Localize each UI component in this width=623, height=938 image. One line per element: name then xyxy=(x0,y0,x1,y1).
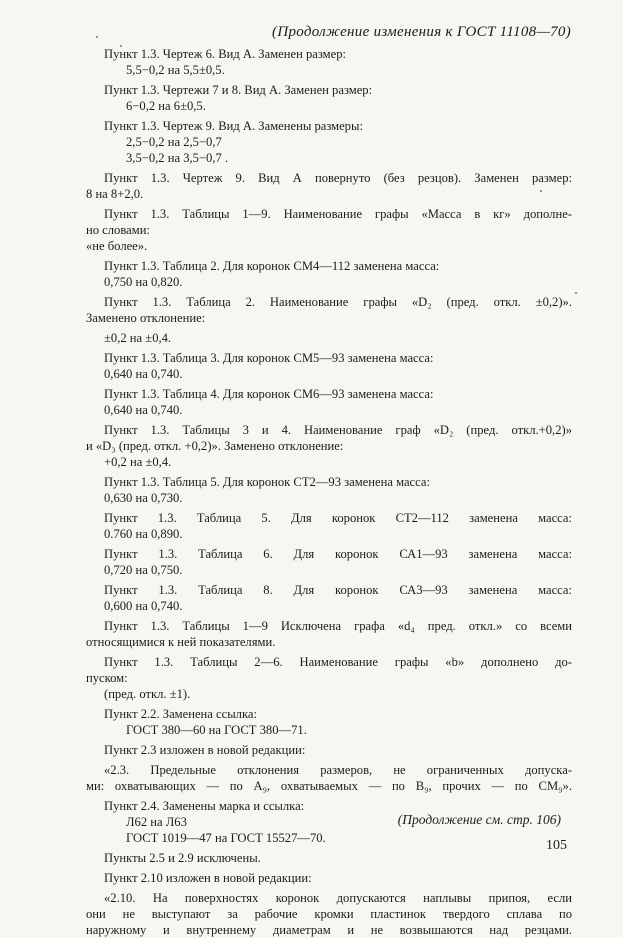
text-line: Пункт 1.3. Таблица 5. Для коронок СТ2—93 заменена масса: xyxy=(104,475,430,489)
scan-speck xyxy=(540,190,542,192)
page-number: 105 xyxy=(546,838,567,853)
text-line: 0,600 на 0,740. xyxy=(104,599,183,613)
text-line: Пункт 1.3. Таблица 4. Для коронок СМ6—93 заменена масса: xyxy=(104,387,434,401)
text-line: ГОСТ 380—60 на ГОСТ 380—71. xyxy=(126,723,307,737)
text-line: Пункт 1.3. Таблицы 3 и 4. Наименование граф «D₂ (пред. откл.+0,2)» xyxy=(104,423,572,437)
text-line: 5,5−0,2 на 5,5±0,5. xyxy=(126,63,225,77)
text-line: ми: охватывающих — по A₉, охватываемых — по B₉, прочих — по CM₉». xyxy=(86,779,572,793)
text-line: 0,640 на 0,740. xyxy=(104,403,183,417)
text-line: пуском: xyxy=(86,671,128,685)
text-line: Пункт 2.10 изложен в новой редакции: xyxy=(104,871,312,885)
text-line: Заменено отклонение: xyxy=(86,311,206,325)
scan-speck xyxy=(120,45,122,47)
text-line: (пред. откл. ±1). xyxy=(104,687,191,701)
text-line: но словами: xyxy=(86,223,150,237)
scan-speck xyxy=(96,36,98,38)
text-line: 3,5−0,2 на 3,5−0,7 . xyxy=(126,151,229,165)
text-line: ГОСТ 1019—47 на ГОСТ 15527—70. xyxy=(126,831,326,845)
text-line: Пункт 1.3. Таблицы 1—9 Исключена графа «d₄ пред. откл.» со всеми xyxy=(104,619,572,633)
text-line: Пункт 1.3. Таблица 5. Для коронок СТ2—112 заменена масса: xyxy=(104,511,572,525)
text-line: Пункт 1.3. Чертеж 9. Вид А повернуто (без резцов). Заменен размер: xyxy=(104,171,572,185)
text-line: они не выступают за рабочие кромки пластинок твердого сплава по xyxy=(86,907,572,921)
text-line: 2,5−0,2 на 2,5−0,7 xyxy=(126,135,222,149)
scan-speck xyxy=(575,292,577,294)
text-line: Пункт 1.3. Таблица 6. Для коронок СА1—93 заменена масса: xyxy=(104,547,572,561)
text-line: и «D₃ (пред. откл. +0,2)». Заменено отклонение: xyxy=(86,439,344,453)
text-line: Пункт 1.3. Таблицы 1—9. Наименование графы «Масса в кг» дополне- xyxy=(104,207,572,221)
continuation-note: (Продолжение см. стр. 106) xyxy=(397,812,561,827)
text-line: Пункт 1.3. Чертеж 6. Вид А. Заменен размер: xyxy=(104,47,347,61)
text-line: 0,630 на 0,730. xyxy=(104,491,183,505)
text-line: «2.10. На поверхностях коронок допускаются наплывы припоя, если xyxy=(104,891,572,905)
text-line: Пункт 1.3. Чертеж 9. Вид А. Заменены размеры: xyxy=(104,119,363,133)
text-line: «не более». xyxy=(86,239,148,253)
text-line: 0,640 на 0,740. xyxy=(104,367,183,381)
text-line: 0.760 на 0,890. xyxy=(104,527,183,541)
text-line: Пункт 1.3. Таблица 2. Наименование графы «D₂ (пред. откл. ±0,2)». xyxy=(104,295,572,309)
document-body xyxy=(86,46,572,938)
text-line: Пункт 1.3. Таблица 8. Для коронок СА3—93 заменена масса: xyxy=(104,583,572,597)
text-line: 8 на 8+2,0. xyxy=(86,187,144,201)
text-line: Пункт 1.3. Таблицы 2—6. Наименование графы «b» дополнено до- xyxy=(104,655,572,669)
text-line: Пункт 2.4. Заменены марка и ссылка: xyxy=(104,799,305,813)
text-line: Пункт 1.3. Чертежи 7 и 8. Вид А. Заменен размер: xyxy=(104,83,373,97)
text-line: Л62 на Л63 xyxy=(126,815,187,829)
text-line: Пункты 2.5 и 2.9 исключены. xyxy=(104,851,261,865)
text-line: ±0,2 на ±0,4. xyxy=(104,331,172,345)
text-line: Пункт 1.3. Таблица 3. Для коронок СМ5—93 заменена масса: xyxy=(104,351,434,365)
text-line: 6−0,2 на 6±0,5. xyxy=(126,99,206,113)
text-line: наружному и внутреннему диаметрам и не возвышаются над резцами. xyxy=(86,923,572,937)
page-header: (Продолжение изменения к ГОСТ 11108—70) xyxy=(272,24,571,40)
text-line: 0,750 на 0,820. xyxy=(104,275,183,289)
text-line: Пункт 1.3. Таблица 2. Для коронок СМ4—112 заменена масса: xyxy=(104,259,440,273)
text-line: Пункт 2.2. Заменена ссылка: xyxy=(104,707,257,721)
text-line: 0,720 на 0,750. xyxy=(104,563,183,577)
text-line: +0,2 на ±0,4. xyxy=(104,455,172,469)
text-line: Пункт 2.3 изложен в новой редакции: xyxy=(104,743,306,757)
text-line: относящимися к ней показателями. xyxy=(86,635,276,649)
text-line: «2.3. Предельные отклонения размеров, не ограниченных допуска- xyxy=(104,763,572,777)
